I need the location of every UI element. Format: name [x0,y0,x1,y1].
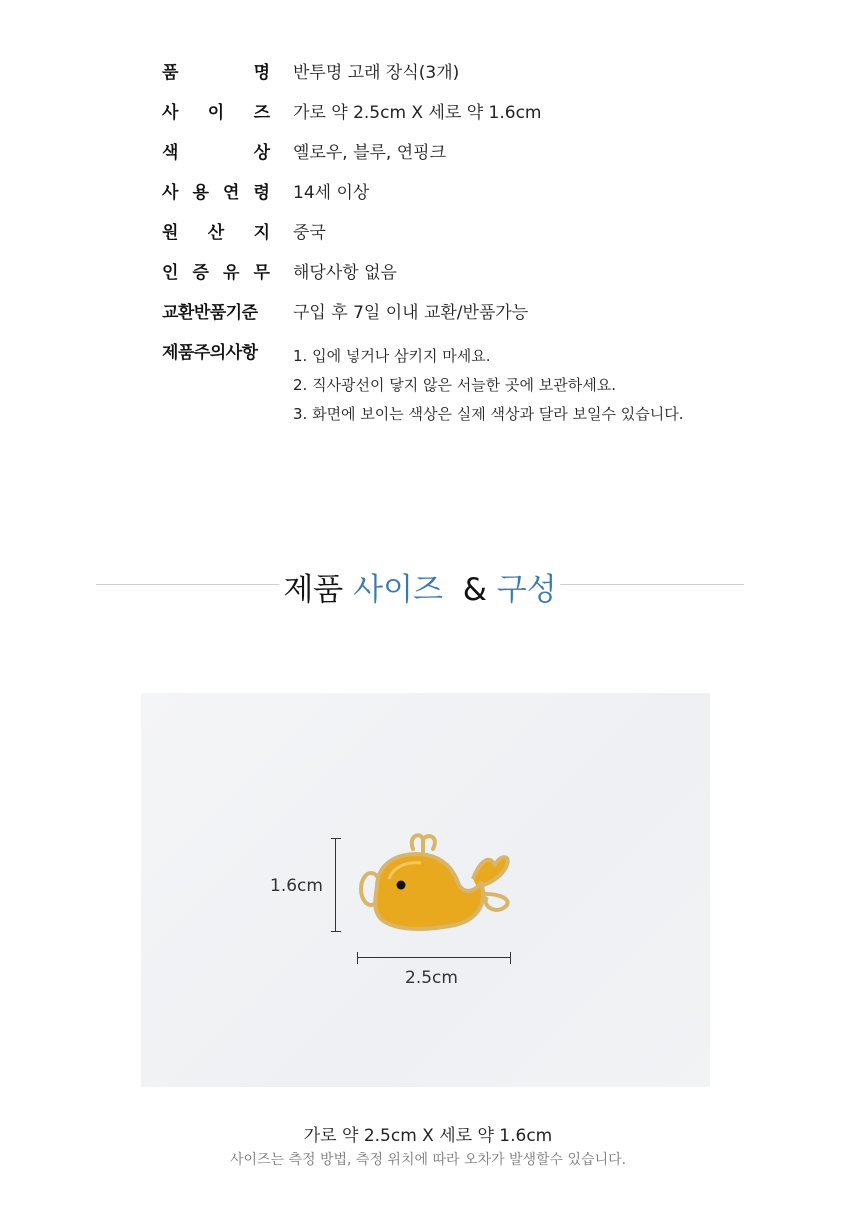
spec-label-name [162,62,270,84]
caution-item: 3. 화면에 보이는 색상은 실제 색상과 달라 보일수 있습니다. [293,405,684,423]
tail-fin [473,857,508,887]
section-title-text [279,564,560,609]
width-cap-right [510,952,511,964]
eye-shape [397,881,406,890]
height-cap-top [331,838,341,839]
spec-label-origin [162,222,270,244]
label-char: 이 [207,103,225,123]
label-char: 즈 [253,103,270,123]
spec-label-size [162,102,270,124]
spec-value-size: 가로 약 2.5cm X 세로 약 1.6cm [293,103,542,123]
caution-list [293,342,684,429]
spec-label-exchange: 교환반품기준 [162,303,258,323]
label-char: 지 [253,223,270,243]
height-dimension-line [331,838,341,932]
spec-label-caution: 제품주의사항 [162,343,258,363]
spec-value-name: 반투명 고래 장식(3개) [293,63,460,83]
label-char: 연 [223,183,240,203]
label-char: 사 [162,103,179,123]
label-char: 령 [253,183,270,203]
spec-value-certification: 해당사항 없음 [293,263,397,283]
label-char: 색 [162,143,179,163]
product-spec-table [162,62,762,429]
label-char: 무 [253,263,270,283]
label-char: 증 [192,263,209,283]
title-part-product: 제품 [283,572,344,608]
spec-row-name [162,62,762,102]
width-bar [357,957,511,958]
spec-row-age [162,182,762,222]
caution-item: 1. 입에 넣거나 삼키지 마세요. [293,347,491,365]
spec-row-color [162,142,762,182]
height-cap-bottom [331,931,341,932]
label-char: 품 [162,63,179,83]
spec-value-origin: 중국 [293,223,326,243]
spec-label-age [162,182,270,204]
spec-row-size [162,102,762,142]
spec-label-certification [162,262,270,284]
spec-row-origin [162,222,762,262]
spec-row-exchange [162,302,762,342]
product-photo [141,693,710,1087]
height-label: 1.6cm [270,876,323,896]
height-bar [335,838,336,932]
label-char: 산 [207,223,225,243]
title-part-composition: 구성 [496,572,557,608]
label-char: 원 [162,223,179,243]
label-char: 명 [253,63,270,83]
section-title [96,560,744,610]
label-char: 인 [162,263,179,283]
title-part-size: 사이즈 [353,572,443,608]
label-char: 유 [223,263,240,283]
size-caption: 가로 약 2.5cm X 세로 약 1.6cm [303,1126,553,1146]
label-char: 사 [162,183,179,203]
spec-label-color [162,142,270,164]
spec-value-exchange: 구입 후 7일 이내 교환/반품가능 [293,303,529,323]
spec-value-color: 옐로우, 블루, 연핑크 [293,143,446,163]
spec-value-age: 14세 이상 [293,183,370,203]
spec-row-caution [162,342,762,429]
width-label: 2.5cm [405,968,458,988]
title-part-ampersand: & [462,572,487,608]
width-cap-left [357,952,358,964]
width-dimension-line [357,952,511,964]
spec-row-certification [162,262,762,302]
caution-item: 2. 직사광선이 닿지 않은 서늘한 곳에 보관하세요. [293,376,616,394]
size-disclaimer: 사이즈는 측정 방법, 측정 위치에 따라 오차가 발생할수 있습니다. [229,1152,627,1168]
label-char: 용 [192,183,209,203]
label-char: 상 [253,143,270,163]
whale-body [375,854,483,929]
whale-charm-icon [355,829,520,941]
